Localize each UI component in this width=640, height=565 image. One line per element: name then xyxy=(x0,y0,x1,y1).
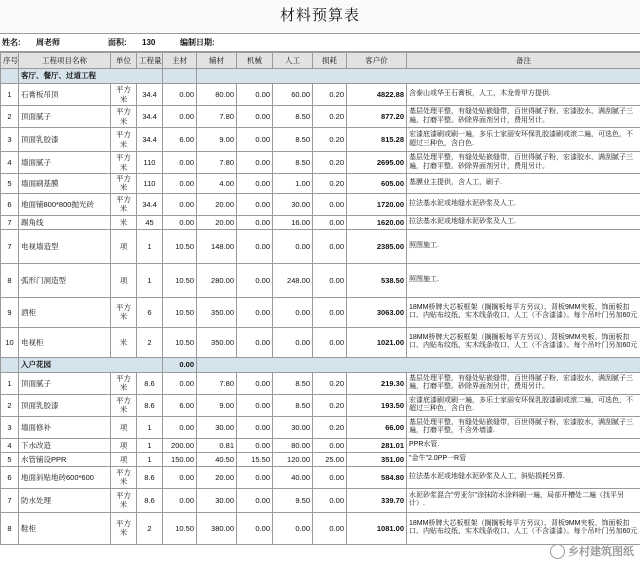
cell-no: 5 xyxy=(1,452,19,466)
cell-loss: 0.20 xyxy=(313,106,347,128)
cell-price: 193.50 xyxy=(347,394,407,416)
cell-aux: 350.00 xyxy=(197,327,237,357)
cell-price: 584.80 xyxy=(347,466,407,488)
cell-unit: 平方米 xyxy=(111,372,137,394)
cell-qty: 1 xyxy=(137,229,163,263)
cell-loss: 0.00 xyxy=(313,488,347,512)
cell-note: 基膜业主提供，含人工，刷子. xyxy=(407,174,640,194)
cell-qty: 1 xyxy=(137,452,163,466)
table-row xyxy=(1,466,640,488)
header-cell: 主材 xyxy=(163,53,197,69)
cell-note: 基层处理平整，有缝处贴嵌缝带，百世得腻子粉，宏漆胶水，满刮腻子三遍，打磨平整，不含外墙漆. xyxy=(407,416,640,438)
cell-loss: 0.00 xyxy=(313,263,347,297)
cell-main: 6.00 xyxy=(163,394,197,416)
cell-mach: 0.00 xyxy=(237,512,273,544)
cell-mach: 15.50 xyxy=(237,452,273,466)
cell-name: 酒柜 xyxy=(19,297,111,327)
cell-price: 538.50 xyxy=(347,263,407,297)
table-row xyxy=(1,193,640,215)
section-title: 入户花园 xyxy=(19,357,163,372)
cell-unit: 平方米 xyxy=(111,106,137,128)
cell-name: 顶面乳胶漆 xyxy=(19,128,111,152)
cell-note: 拉法基水泥或地缝水泥砂浆及人工. xyxy=(407,215,640,229)
table-row xyxy=(1,452,640,466)
header-cell: 辅材 xyxy=(197,53,237,69)
cell-price: 351.00 xyxy=(347,452,407,466)
cell-unit: 平方米 xyxy=(111,128,137,152)
cell-main: 0.00 xyxy=(163,174,197,194)
cell-name: 弧形门洞造型 xyxy=(19,263,111,297)
section-spacer xyxy=(1,357,19,372)
cell-mach: 0.00 xyxy=(237,394,273,416)
cell-no: 2 xyxy=(1,106,19,128)
table-row xyxy=(1,106,640,128)
cell-main: 0.00 xyxy=(163,466,197,488)
cell-name: 电视墙造型 xyxy=(19,229,111,263)
date-label: 编制日期: xyxy=(180,38,215,47)
cell-aux: 380.00 xyxy=(197,512,237,544)
cell-labor: 0.00 xyxy=(273,512,313,544)
cell-aux: 280.00 xyxy=(197,263,237,297)
cell-aux: 30.00 xyxy=(197,416,237,438)
cell-note: "金牛"2.0PP一R管 xyxy=(407,452,640,466)
table-row xyxy=(1,327,640,357)
cell-price: 1720.00 xyxy=(347,193,407,215)
table-row xyxy=(1,416,640,438)
cell-unit: 平方米 xyxy=(111,466,137,488)
cell-mach: 0.00 xyxy=(237,297,273,327)
section-spacer xyxy=(1,69,19,84)
cell-loss: 25.00 xyxy=(313,452,347,466)
section-fill xyxy=(197,69,640,84)
cell-qty: 6 xyxy=(137,297,163,327)
cell-main: 150.00 xyxy=(163,452,197,466)
cell-mach: 0.00 xyxy=(237,106,273,128)
cell-aux: 9.00 xyxy=(197,128,237,152)
cell-name: 地面斜贴地砖600*600 xyxy=(19,466,111,488)
cell-main: 200.00 xyxy=(163,438,197,452)
table-row xyxy=(1,512,640,544)
cell-price: 1620.00 xyxy=(347,215,407,229)
cell-no: 4 xyxy=(1,152,19,174)
cell-mach: 0.00 xyxy=(237,215,273,229)
section-fill xyxy=(197,357,640,372)
cell-labor: 8.50 xyxy=(273,106,313,128)
cell-qty: 34.4 xyxy=(137,193,163,215)
cell-note: 宏漆底漆刷或刷一遍，多乐士家丽安环保乳胶漆刷或滚二遍，可选色，不超过三种色，含白色. xyxy=(407,394,640,416)
cell-note: 拉法基水泥或地缝水泥砂浆及人工，斜贴损耗另算. xyxy=(407,466,640,488)
cell-aux: 30.00 xyxy=(197,488,237,512)
cell-name: 墙面修补 xyxy=(19,416,111,438)
cell-mach: 0.00 xyxy=(237,229,273,263)
header-cell: 人工 xyxy=(273,53,313,69)
table-row xyxy=(1,488,640,512)
cell-qty: 8.6 xyxy=(137,394,163,416)
cell-labor: 0.00 xyxy=(273,297,313,327)
cell-mach: 0.00 xyxy=(237,416,273,438)
cell-aux: 148.00 xyxy=(197,229,237,263)
cell-no: 7 xyxy=(1,488,19,512)
cell-name: 顶面腻子 xyxy=(19,372,111,394)
cell-name: 水管铺设PPR xyxy=(19,452,111,466)
cell-loss: 0.20 xyxy=(313,394,347,416)
table-body xyxy=(1,69,640,545)
cell-aux: 20.00 xyxy=(197,215,237,229)
cell-loss: 0.00 xyxy=(313,229,347,263)
cell-aux: 40.50 xyxy=(197,452,237,466)
cell-name: 电视柜 xyxy=(19,327,111,357)
cell-mach: 0.00 xyxy=(237,263,273,297)
cell-note: 基层处理平整，有缝处贴嵌缝带，百世得腻子粉，宏漆胶水，满刮腻子三遍，打磨平整。砂除界面剂另计，费用另计。 xyxy=(407,106,640,128)
cell-unit: 平方米 xyxy=(111,394,137,416)
cell-loss: 0.00 xyxy=(313,215,347,229)
cell-loss: 0.20 xyxy=(313,152,347,174)
cell-no: 2 xyxy=(1,394,19,416)
cell-loss: 0.20 xyxy=(313,372,347,394)
sheet-meta xyxy=(0,34,640,52)
cell-unit: 项 xyxy=(111,438,137,452)
cell-price: 2385.00 xyxy=(347,229,407,263)
cell-aux: 7.80 xyxy=(197,372,237,394)
cell-no: 8 xyxy=(1,263,19,297)
cell-unit: 平方米 xyxy=(111,488,137,512)
cell-qty: 8.6 xyxy=(137,372,163,394)
cell-no: 3 xyxy=(1,416,19,438)
cell-no: 8 xyxy=(1,512,19,544)
cell-unit: 平方米 xyxy=(111,512,137,544)
cell-aux: 4.00 xyxy=(197,174,237,194)
cell-note: 水泥砂浆混合"劳亚尔"涂抹防水涂料刷一遍，局部开槽处二遍（找平另计）. xyxy=(407,488,640,512)
cell-note: PPR水管. xyxy=(407,438,640,452)
cell-main: 10.50 xyxy=(163,229,197,263)
table-row xyxy=(1,215,640,229)
cell-name: 地面铺800*800抛光砖 xyxy=(19,193,111,215)
cell-qty: 110 xyxy=(137,152,163,174)
cell-labor: 8.50 xyxy=(273,372,313,394)
cell-note: 基层处理平整，有缝处贴嵌缝带，百世得腻子粉，宏漆胶水，满刮腻子三遍，打磨平整。砂除界面剂另计，费用另计。 xyxy=(407,152,640,174)
cell-loss: 0.20 xyxy=(313,174,347,194)
cell-labor: 1.00 xyxy=(273,174,313,194)
cell-price: 66.00 xyxy=(347,416,407,438)
cell-main: 0.00 xyxy=(163,193,197,215)
cell-name: 顶面腻子 xyxy=(19,106,111,128)
cell-labor: 248.00 xyxy=(273,263,313,297)
cell-labor: 0.00 xyxy=(273,327,313,357)
cell-main: 0.00 xyxy=(163,84,197,106)
cell-qty: 8.6 xyxy=(137,466,163,488)
table-row xyxy=(1,438,640,452)
header-cell: 单位 xyxy=(111,53,137,69)
cell-name: 防水处理 xyxy=(19,488,111,512)
cell-price: 219.30 xyxy=(347,372,407,394)
cell-loss: 0.00 xyxy=(313,512,347,544)
cell-mach: 0.00 xyxy=(237,327,273,357)
table-row xyxy=(1,229,640,263)
header-cell: 机械 xyxy=(237,53,273,69)
cell-main: 10.50 xyxy=(163,327,197,357)
section-title: 客厅、餐厅、过道工程 xyxy=(19,69,163,84)
cell-name: 鞋柜 xyxy=(19,512,111,544)
table-row xyxy=(1,84,640,106)
table-row xyxy=(1,372,640,394)
cell-labor: 30.00 xyxy=(273,416,313,438)
cell-unit: 项 xyxy=(111,229,137,263)
cell-main: 10.50 xyxy=(163,512,197,544)
cell-no: 6 xyxy=(1,466,19,488)
cell-note: 照图施工. xyxy=(407,263,640,297)
cell-labor: 16.00 xyxy=(273,215,313,229)
cell-loss: 0.20 xyxy=(313,128,347,152)
cell-main: 0.00 xyxy=(163,106,197,128)
cell-main: 6.00 xyxy=(163,128,197,152)
header-cell: 工程项目名称 xyxy=(19,53,111,69)
area-value: 130 xyxy=(142,38,156,47)
cell-price: 4822.88 xyxy=(347,84,407,106)
name-value: 周老师 xyxy=(36,38,60,47)
cell-no: 1 xyxy=(1,84,19,106)
cell-qty: 2 xyxy=(137,327,163,357)
cell-mach: 0.00 xyxy=(237,372,273,394)
cell-labor: 8.50 xyxy=(273,128,313,152)
cell-qty: 34.4 xyxy=(137,84,163,106)
cell-note: 拉法基水泥或地缝水泥砂浆及人工. xyxy=(407,193,640,215)
cell-aux: 9.00 xyxy=(197,394,237,416)
cell-price: 3063.00 xyxy=(347,297,407,327)
cell-qty: 45 xyxy=(137,215,163,229)
cell-main: 0.00 xyxy=(163,372,197,394)
cell-no: 9 xyxy=(1,297,19,327)
cell-aux: 350.00 xyxy=(197,297,237,327)
cell-loss: 0.00 xyxy=(313,327,347,357)
header-cell: 备注 xyxy=(407,53,640,69)
cell-labor: 8.50 xyxy=(273,152,313,174)
cell-aux: 0.81 xyxy=(197,438,237,452)
cell-note: 照图施工. xyxy=(407,229,640,263)
table-row xyxy=(1,394,640,416)
cell-loss: 0.00 xyxy=(313,297,347,327)
cell-note: 18MM桥牌大芯板框架（搁搁板每平方另议）、背板9MM夹板、饰面板扣口、内贴布纹纸、实木线条收口、人工（不含漆漆）。每个吊叶门另加60元 xyxy=(407,512,640,544)
cell-loss: 0.20 xyxy=(313,416,347,438)
cell-no: 7 xyxy=(1,215,19,229)
cell-no: 3 xyxy=(1,128,19,152)
cell-mach: 0.00 xyxy=(237,174,273,194)
cell-unit: 米 xyxy=(111,327,137,357)
cell-mach: 0.00 xyxy=(237,438,273,452)
cell-aux: 20.00 xyxy=(197,193,237,215)
cell-no: 10 xyxy=(1,327,19,357)
cell-labor: 9.50 xyxy=(273,488,313,512)
cell-unit: 项 xyxy=(111,416,137,438)
section-row xyxy=(1,357,640,372)
header-cell: 损耗 xyxy=(313,53,347,69)
cell-no: 4 xyxy=(1,438,19,452)
cell-price: 281.01 xyxy=(347,438,407,452)
cell-price: 339.70 xyxy=(347,488,407,512)
cell-unit: 平方米 xyxy=(111,193,137,215)
header-cell: 客户价 xyxy=(347,53,407,69)
cell-name: 下水改造 xyxy=(19,438,111,452)
watermark-text: 乡村建筑图纸 xyxy=(568,546,634,558)
cell-name: 石膏板吊顶 xyxy=(19,84,111,106)
cell-price: 1081.00 xyxy=(347,512,407,544)
cell-loss: 0.20 xyxy=(313,84,347,106)
cell-name: 墙面刷基膜 xyxy=(19,174,111,194)
cell-labor: 40.00 xyxy=(273,466,313,488)
cell-main: 0.00 xyxy=(163,488,197,512)
cell-labor: 0.00 xyxy=(273,229,313,263)
cell-mach: 0.00 xyxy=(237,193,273,215)
cell-mach: 0.00 xyxy=(237,84,273,106)
header-cell: 工程量 xyxy=(137,53,163,69)
cell-name: 墙面腻子 xyxy=(19,152,111,174)
cell-main: 0.00 xyxy=(163,416,197,438)
table-row xyxy=(1,128,640,152)
cell-note: 18MM桥牌大芯板框架（搁搁板每平方另议）、背板9MM夹板、饰面板扣口、内贴布纹纸、实木线条收口、人工（不含漆漆）。每个吊叶门另加60元 xyxy=(407,327,640,357)
cell-no: 7 xyxy=(1,229,19,263)
budget-table xyxy=(0,52,640,545)
cell-labor: 30.00 xyxy=(273,193,313,215)
cell-price: 877.20 xyxy=(347,106,407,128)
cell-labor: 120.00 xyxy=(273,452,313,466)
table-row xyxy=(1,263,640,297)
cell-main: 10.50 xyxy=(163,297,197,327)
cell-qty: 8.6 xyxy=(137,488,163,512)
watermark xyxy=(550,543,634,559)
header-cell: 序号 xyxy=(1,53,19,69)
cell-note: 含泰山或华王石膏板，人工，木龙骨甲方提供. xyxy=(407,84,640,106)
sheet-title: 材料预算表 xyxy=(0,0,640,34)
cell-qty: 110 xyxy=(137,174,163,194)
section-row xyxy=(1,69,640,84)
cell-labor: 8.50 xyxy=(273,394,313,416)
section-main xyxy=(163,69,197,84)
name-label: 姓名: xyxy=(2,38,21,47)
cell-aux: 20.00 xyxy=(197,466,237,488)
cell-unit: 米 xyxy=(111,215,137,229)
cell-labor: 80.00 xyxy=(273,438,313,452)
cell-note: 18MM桥牌大芯板框架（搁搁板每平方另议）、背板9MM夹板、饰面板扣口、内贴布纹纸、实木线条收口、人工（不含漆漆）。每个吊叶门另加60元 xyxy=(407,297,640,327)
cell-qty: 1 xyxy=(137,416,163,438)
cell-loss: 0.00 xyxy=(313,438,347,452)
cell-name: 顶面乳胶漆 xyxy=(19,394,111,416)
cell-no: 6 xyxy=(1,193,19,215)
cell-unit: 平方米 xyxy=(111,297,137,327)
table-row xyxy=(1,152,640,174)
cell-unit: 平方米 xyxy=(111,174,137,194)
cell-unit: 平方米 xyxy=(111,84,137,106)
table-row xyxy=(1,297,640,327)
cell-price: 605.00 xyxy=(347,174,407,194)
cell-main: 10.50 xyxy=(163,263,197,297)
cell-no: 1 xyxy=(1,372,19,394)
cell-loss: 0.00 xyxy=(313,466,347,488)
cell-price: 2695.00 xyxy=(347,152,407,174)
cell-qty: 34.4 xyxy=(137,106,163,128)
header-row xyxy=(1,53,640,69)
cell-labor: 60.00 xyxy=(273,84,313,106)
cell-mach: 0.00 xyxy=(237,488,273,512)
table-row xyxy=(1,174,640,194)
cell-main: 0.00 xyxy=(163,215,197,229)
cell-no: 5 xyxy=(1,174,19,194)
cell-qty: 34.4 xyxy=(137,128,163,152)
cell-qty: 1 xyxy=(137,263,163,297)
cell-qty: 2 xyxy=(137,512,163,544)
cell-mach: 0.00 xyxy=(237,466,273,488)
cell-note: 基层处理平整，有缝处贴嵌缝带，百世得腻子粉，宏漆胶水，满刮腻子三遍，打磨平整。砂除界面剂另计，费用另计。 xyxy=(407,372,640,394)
cell-note: 宏漆底漆刷或刷一遍，多乐士家丽安环保乳胶漆刷或滚二遍，可选色，不超过三种色，含白色. xyxy=(407,128,640,152)
cell-unit: 项 xyxy=(111,452,137,466)
cell-name: 踢角线 xyxy=(19,215,111,229)
cell-loss: 0.00 xyxy=(313,193,347,215)
section-main: 0.00 xyxy=(163,357,197,372)
cell-mach: 0.00 xyxy=(237,128,273,152)
wechat-icon xyxy=(550,544,565,559)
area-label: 面积: xyxy=(108,38,127,47)
cell-unit: 项 xyxy=(111,263,137,297)
cell-main: 0.00 xyxy=(163,152,197,174)
cell-aux: 80.00 xyxy=(197,84,237,106)
cell-unit: 平方米 xyxy=(111,152,137,174)
cell-price: 1021.00 xyxy=(347,327,407,357)
cell-aux: 7.80 xyxy=(197,152,237,174)
cell-aux: 7.80 xyxy=(197,106,237,128)
cell-mach: 0.00 xyxy=(237,152,273,174)
cell-qty: 1 xyxy=(137,438,163,452)
cell-price: 815.28 xyxy=(347,128,407,152)
